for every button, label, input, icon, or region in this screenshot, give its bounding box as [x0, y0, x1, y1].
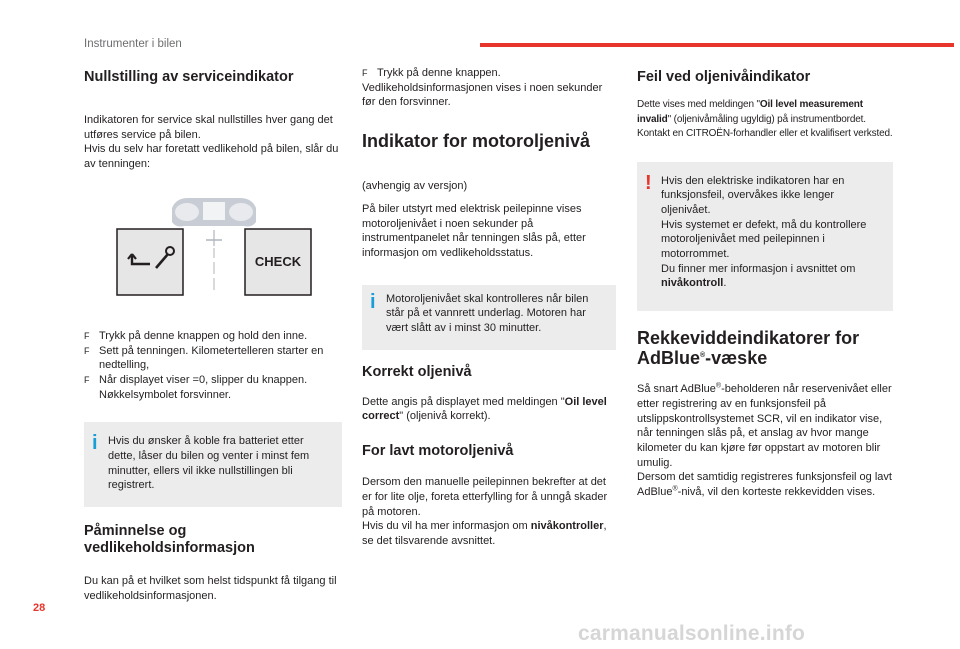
heading-indicator-fault: Feil ved oljenivåindikator — [637, 69, 811, 85]
arrow-bullet-icon: F — [362, 68, 368, 78]
header-bar — [480, 43, 954, 47]
list-item: F Trykk på denne knappen. — [362, 67, 501, 79]
section-header: Instrumenter i bilen — [84, 38, 182, 50]
arrow-bullet-icon: F — [84, 330, 90, 341]
warning-text-3: Du finner mer informasjon i avsnittet om nivåkontroll. — [661, 262, 856, 290]
heading-reset: Nullstilling av serviceindikator — [84, 69, 294, 85]
reminder-text: Du kan på et hvilket som helst tidspunkt få tilgang til vedlikeholdsinformasjonen. — [84, 575, 337, 602]
info-text: Motoroljenivået skal kontrolleres når bilen står på et vannrett underlag. Motoren har vært slått av i minst 30 minutter. — [386, 292, 589, 335]
warning-text-2: Hvis systemet er defekt, må du kontrollere motoroljenivået med peilepinnen i motorrommet. — [661, 218, 867, 261]
low-text-1: Dersom den manuelle peilepinnen bekrefter at det er for lite olje, foreta etterfylling for å unngå skader på motoren. — [362, 476, 608, 518]
heading-low-level: For lavt motoroljenivå — [362, 443, 514, 460]
info-text: Hvis du ønsker å koble fra batteriet etter dette, låser du bilen og venter i minst fem minutter, ellers vil ikke nullstillingen bli registrert. — [108, 435, 310, 492]
list-item: F Når displayet viser =0, slipper du knappen. Nøkkelsymbolet forsvinner. — [84, 373, 308, 401]
step-text: Vedlikeholdsinformasjonen vises i noen sekunder før den forsvinner. — [362, 81, 603, 109]
info-box — [362, 285, 616, 350]
version-note: (avhengig av versjon) — [362, 180, 468, 193]
warning-text-1: Hvis den elektriske indikatoren har en funksjonsfeil, overvåkes ikke lenger oljenivået. — [661, 174, 845, 216]
heading-reminder: Påminnelse og vedlikeholdsinformasjon — [84, 523, 255, 557]
info-icon: i — [370, 290, 376, 313]
arrow-bullet-icon: F — [84, 345, 90, 356]
correct-text: Dette angis på displayet med meldingen "Oil level correct" (oljenivå korrekt). — [362, 395, 607, 423]
watermark: carmanualsonline.info — [578, 622, 806, 645]
reset-steps — [84, 329, 342, 403]
info-icon: i — [92, 432, 98, 455]
check-button-label: CHECK — [254, 253, 302, 269]
heading-adblue: Rekkeviddeindikatorer for AdBlue®-væske — [637, 328, 860, 369]
service-illustration — [84, 188, 342, 318]
heading-correct-level: Korrekt oljenivå — [362, 363, 472, 380]
list-item: F Trykk på denne knappen og hold den inne. — [84, 329, 308, 342]
fault-text: Dette vises med meldingen "Oil level measurement invalid" (oljenivåmåling ugyldig) på instrumentbordet. Kontakt en CITROËN-forhandler eller et kvalifisert verksted. — [637, 99, 893, 139]
column-3 — [637, 66, 893, 500]
column-1 — [84, 66, 342, 604]
low-text-2: Hvis du vil ha mer informasjon om nivåkontroller, se det tilsvarende avsnittet. — [362, 520, 607, 547]
heading-oil-indicator: Indikator for motoroljenivå — [362, 131, 591, 152]
column-2 — [362, 66, 616, 549]
warning-icon: ! — [645, 171, 652, 194]
reset-para-2: Hvis du selv har foretatt vedlikehold på bilen, slår du av tenningen: — [84, 143, 339, 171]
list-item: F Sett på tenningen. Kilometertelleren starter en nedtelling, — [84, 344, 324, 372]
page-number: 28 — [33, 602, 46, 614]
arrow-bullet-icon: F — [84, 374, 90, 385]
reset-para-1: Indikatoren for service skal nullstilles hver gang det utføres service på bilen. — [84, 114, 333, 141]
adblue-text-2: Dersom det samtidig registreres funksjonsfeil og lavt AdBlue®-nivå, vil den korteste rekkevidden vises. — [637, 471, 892, 499]
warning-box — [637, 162, 893, 312]
oil-para: På biler utstyrt med elektrisk peilepinne vises motoroljenivået i noen sekunder på instrumentpanelet når tenningen slås på, etter informasjon om vedlikeholdsstatus. — [362, 202, 586, 259]
info-box — [84, 422, 342, 507]
adblue-text-1: Så snart AdBlue®-beholderen når reservenivået eller etter registrering av en funksjonsfeil på utslippskontrollsystemet SCR, vil en indikator vise, når tenningen slås på, et anslag av hvor mange kilometer du kan kjøre før oppstart av motoren blir umulig. — [637, 382, 892, 469]
